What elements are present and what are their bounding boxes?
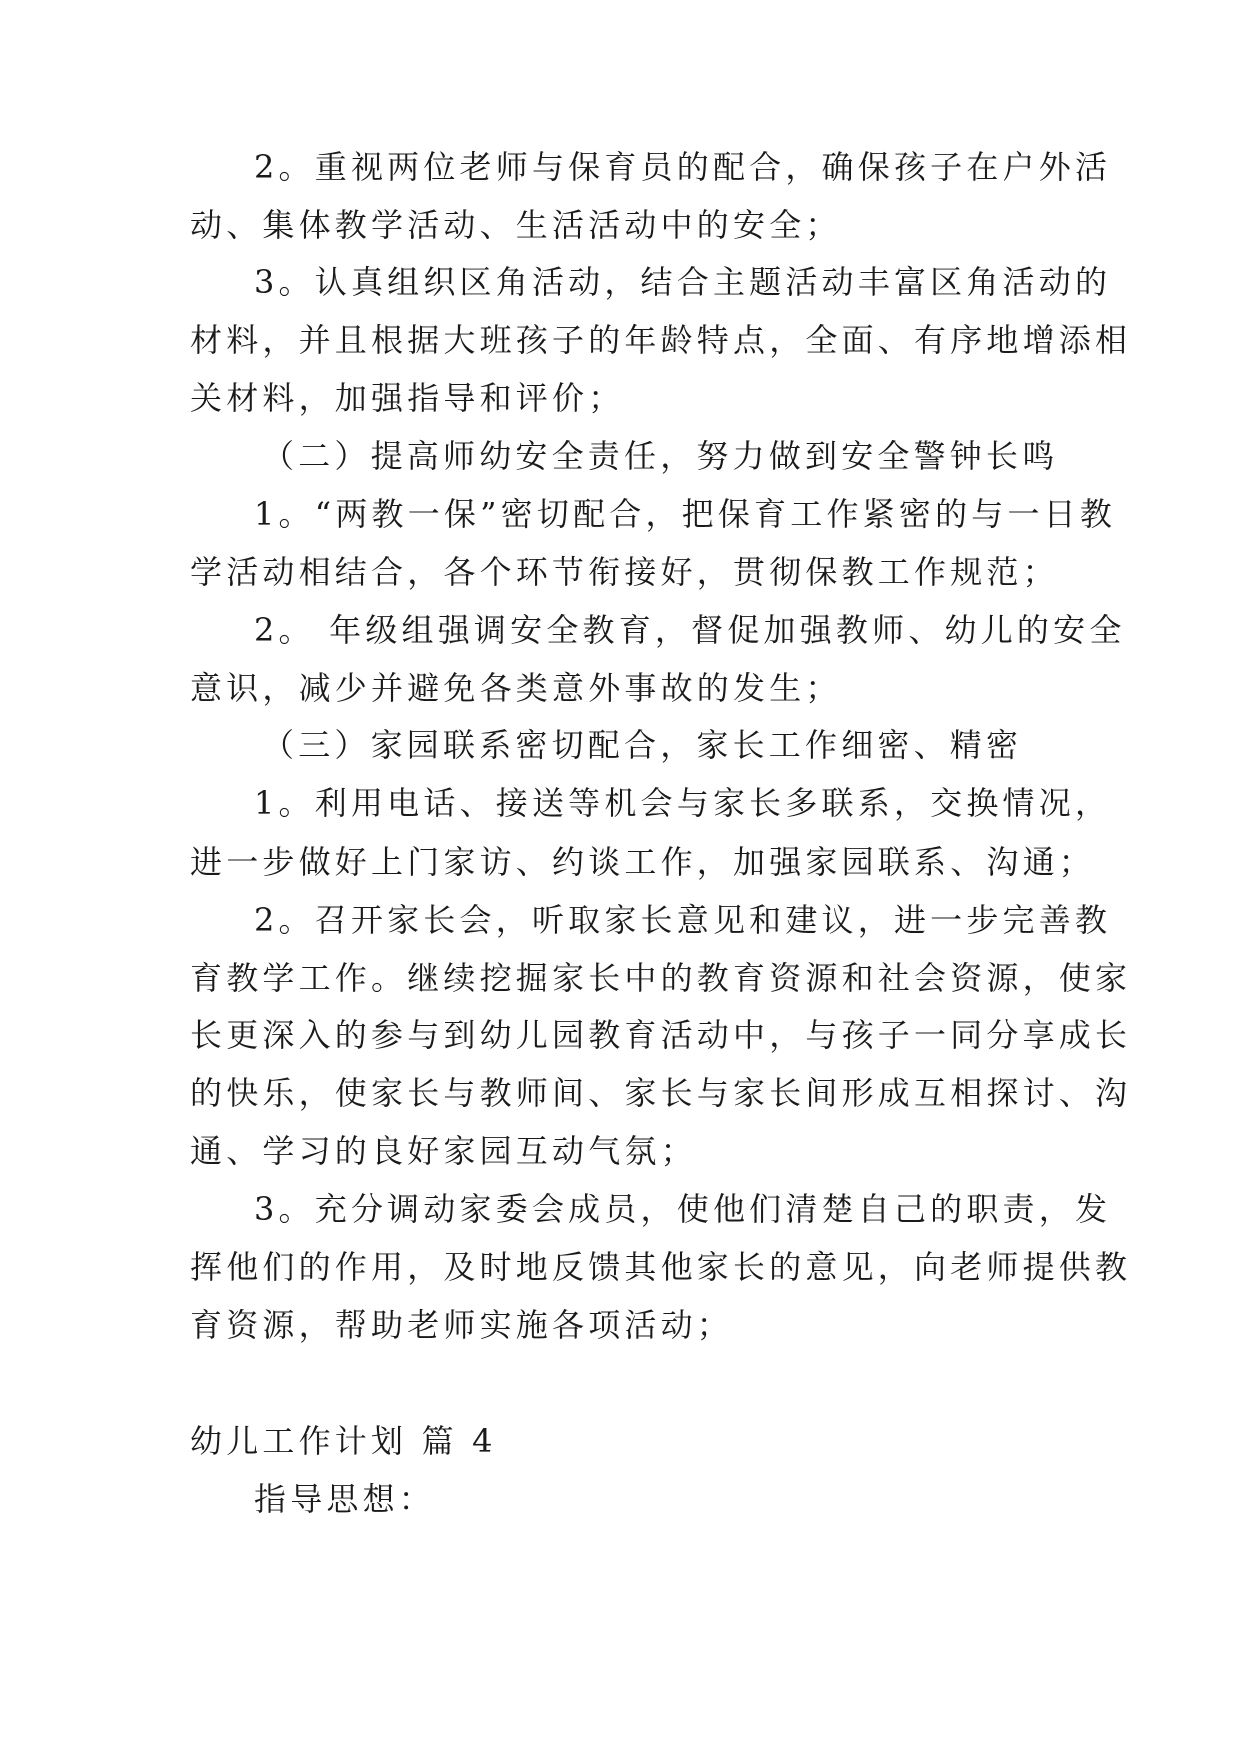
paragraph-line: 学活动相结合，各个环节衔接好，贯彻保教工作规范； [190, 553, 1059, 591]
section-title: 幼儿工作计划 篇 4 [190, 1422, 497, 1460]
paragraph-line: 的快乐，使家长与教师间、家长与家长间形成互相探讨、沟 [190, 1074, 1132, 1112]
subsection-heading: （三）家园联系密切配合，家长工作细密、精密 [262, 726, 1023, 764]
paragraph-line: 3。认真组织区角活动，结合主题活动丰富区角活动的 [254, 263, 1112, 301]
paragraph-line: 2。召开家长会，听取家长意见和建议，进一步完善教 [254, 901, 1112, 939]
paragraph-line: 材料，并且根据大班孩子的年龄特点，全面、有序地增添相 [190, 321, 1132, 359]
paragraph-line: 2。重视两位老师与保育员的配合，确保孩子在户外活 [254, 148, 1112, 186]
guiding-thought-label: 指导思想： [254, 1480, 436, 1518]
paragraph-line: 长更深入的参与到幼儿园教育活动中，与孩子一同分享成长 [190, 1016, 1132, 1054]
subsection-heading: （二）提高师幼安全责任，努力做到安全警钟长鸣 [262, 437, 1059, 475]
paragraph-line: 1。利用电话、接送等机会与家长多联系，交换情况， [254, 784, 1112, 822]
paragraph-line: 3。充分调动家委会成员，使他们清楚自己的职责，发 [254, 1190, 1112, 1228]
paragraph-line: 进一步做好上门家访、约谈工作，加强家园联系、沟通； [190, 843, 1096, 881]
paragraph-line: 育资源，帮助老师实施各项活动； [190, 1306, 734, 1344]
paragraph-line: 1。“两教一保”密切配合，把保育工作紧密的与一日教 [254, 495, 1117, 533]
paragraph-line: 动、集体教学活动、生活活动中的安全； [190, 206, 842, 244]
paragraph-line: 育教学工作。继续挖掘家长中的教育资源和社会资源，使家 [190, 959, 1132, 997]
paragraph-line: 通、学习的良好家园互动气氛； [190, 1132, 697, 1170]
paragraph-line: 意识，减少并避免各类意外事故的发生； [190, 669, 842, 707]
paragraph-line: 2。 年级组强调安全教育，督促加强教师、幼儿的安全 [254, 611, 1126, 649]
paragraph-line: 挥他们的作用，及时地反馈其他家长的意见，向老师提供教 [190, 1248, 1132, 1286]
paragraph-line: 关材料，加强指导和评价； [190, 379, 625, 417]
